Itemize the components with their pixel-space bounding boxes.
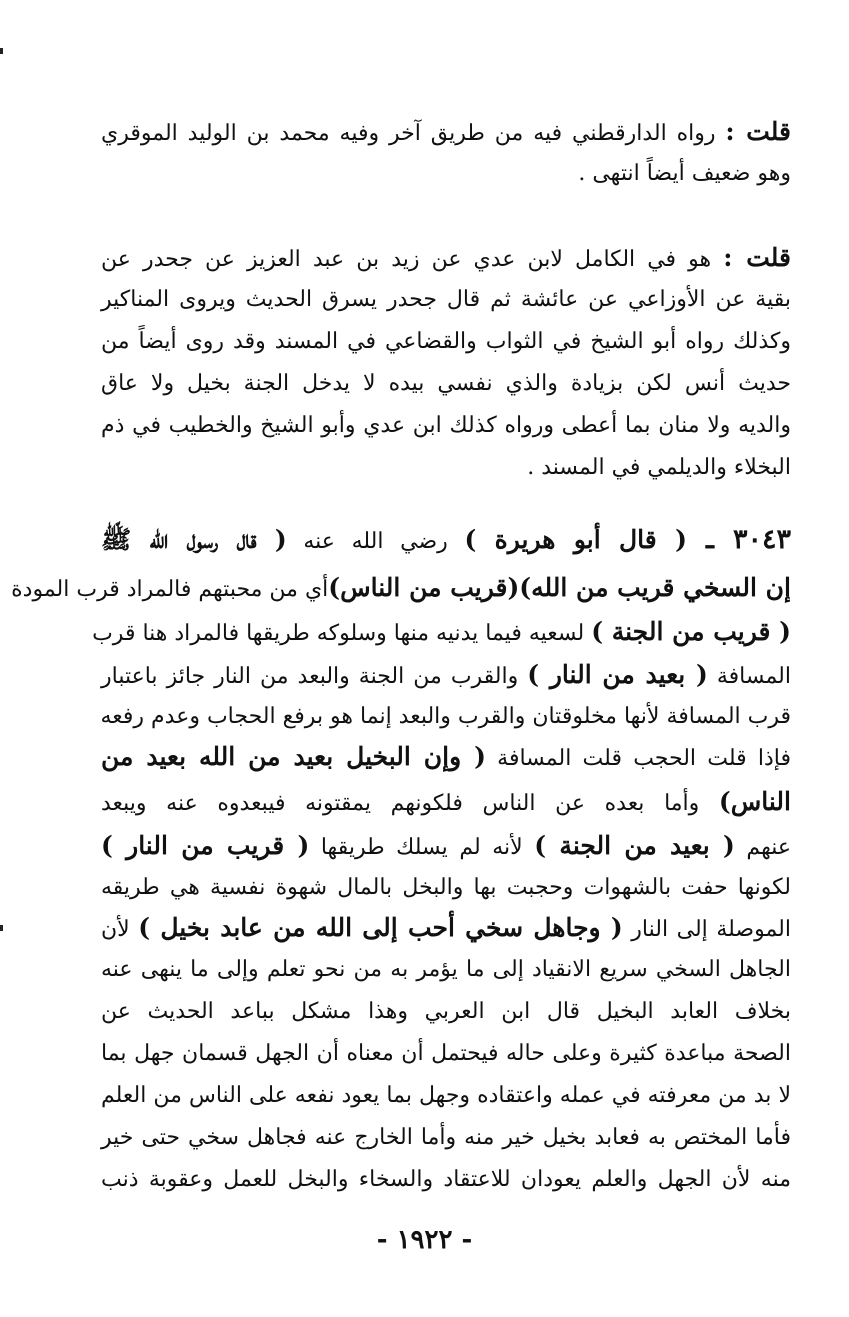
text-line [101,908,791,950]
hadith-quote: ( بعيد من الجنة ) [534,831,735,860]
text-line [101,112,791,154]
text-line [101,1034,791,1074]
text-line [92,612,791,654]
commentary-text: وأما بعده عن الناس فلكونهم يمقتونه فيبعدوه عنه ويبعد [101,791,719,816]
scan-mark [0,48,3,54]
text-line [101,520,791,562]
line-text: رواه الدارقطني فيه من طريق آخر وفيه محمد بن الوليد الموقري [101,121,726,146]
commentary-text: فأما المختص به فعابد بخيل خير منه وأما الخارج عنه فجاهل سخي حتى خير [101,1125,791,1150]
scan-mark [0,925,3,931]
text-line [101,826,791,868]
text-line [101,737,791,779]
text-line [101,364,791,404]
text-line [101,1076,791,1116]
text-line [101,655,791,697]
line-text: وهو ضعيف أيضاً انتهى . [578,161,791,186]
text-line [101,868,791,908]
commentary-text: فإذا قلت الحجب قلت المسافة [485,746,791,771]
hadith-quote: ( بعيد من النار ) [527,660,708,689]
hadith-quote: ( قريب من النار ) [101,831,310,860]
text-line [101,950,791,990]
text-line [101,992,791,1032]
commentary-text: الجاهل السخي سريع الانقياد إلى ما يؤمر به من نحو تعلم وإلى ما ينهى عنه [101,957,791,982]
commentary-text: لأنه لم يسلك طريقها [309,835,535,860]
text-line [101,322,791,362]
commentary-text: الموصلة إلى النار [622,917,792,942]
text-line [101,782,791,824]
hadith-quote: ( قريب من الجنة ) [591,617,791,646]
text-line [101,406,791,446]
commentary-text: المسافة [707,664,791,689]
text-line [11,568,791,610]
line-text: هو في الكامل لابن عدي عن زيد بن عبد العزيز عن جحدر عن [101,247,724,272]
commentary-text: رضي الله عنه [286,529,465,554]
text-line [101,448,791,488]
label-qult: قلت : [723,243,791,272]
commentary-text: لسعيه فيما يدنيه منها وسلوكه طريقها فالمراد هنا قرب [92,621,592,646]
line-text: والديه ولا منان بما أعطى ورواه كذلك ابن عدي وأبو الشيخ والخطيب في ذم [101,413,792,438]
text-line [101,238,791,280]
line-text: البخلاء والديلمي في المسند . [527,455,791,480]
commentary-text: لأن [101,917,139,942]
commentary-text: بخلاف العابد البخيل قال ابن العربي وهذا مشكل بباعد الحديث عن [101,999,791,1024]
hadith-quote: إن السخي قريب من الله) [519,573,791,602]
hadith-quote: ٣٠٤٣ ـ [686,524,791,555]
hadith-quote: ( وجاهل سخي أحب إلى الله من عابد بخيل ) [138,913,623,942]
commentary-text: الصحة مباعدة كثيرة وعلى حاله فيحتمل أن معناه أن الجهل قسمان جهل بما [101,1041,791,1066]
hadith-quote: ( قال أبو هريرة ) [464,525,687,554]
label-qult: قلت : [725,117,791,146]
commentary-text: لكونها حفت بالشهوات وحجبت بها والبخل بالمال شهوة نفسية هي طريقه [101,875,791,900]
commentary-text: أي من محبتهم فالمراد قرب المودة [11,577,329,602]
line-text: بقية عن الأوزاعي عن عائشة ثم قال جحدر يسرق الحديث ويروى المناكير [101,287,791,312]
commentary-text: قرب المسافة لأنها مخلوقتان والقرب والبعد إنما هو برفع الحجاب وعدم رفعه [100,704,791,729]
text-line [101,154,791,194]
hadith-quote: (قريب من الناس) [328,573,520,602]
commentary-text: لا بد من معرفته في عمله واعتقاده وجهل بما يعود نفعه على الناس من العلم [101,1083,791,1108]
commentary-text: منه لأن الجهل والعلم يعودان للاعتقاد والسخاء والبخل للعمل وعقوبة ذنب [101,1167,791,1192]
commentary-text: والقرب من الجنة والبعد من النار جائز باعتبار [101,664,528,689]
text-line [101,697,791,737]
page-number: - ١٩٢٢ - [376,1225,473,1255]
hadith-quote: الناس) [718,787,791,816]
text-line [101,1118,791,1158]
line-text: وكذلك رواه أبو الشيخ في الثواب والقضاعي في المسند وقد روى أيضاً من [101,329,791,354]
text-line [101,280,791,320]
hadith-quote: ( وإن البخيل بعيد من الله بعيد من [101,742,486,771]
hadith-quote: ( قال رسول الله ﷺ [101,525,287,554]
text-line [101,1160,791,1200]
commentary-text: عنهم [734,835,791,860]
line-text: حديث أنس لكن بزيادة والذي نفسي بيده لا يدخل الجنة بخيل ولا عاق [101,371,791,396]
